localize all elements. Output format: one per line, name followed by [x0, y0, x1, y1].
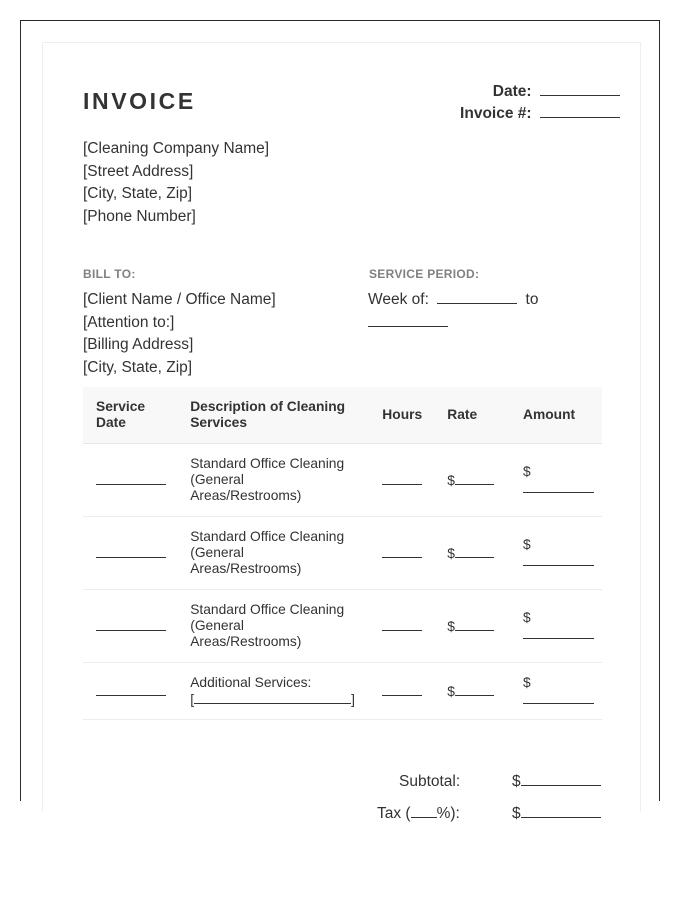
hours-blank[interactable]	[382, 545, 422, 558]
header-description-line2: Services	[190, 415, 247, 430]
rate-blank[interactable]	[455, 472, 494, 485]
tax-value	[512, 805, 601, 823]
tax-label-suffix: %):	[436, 805, 460, 822]
attention-to: [Attention to:]	[83, 313, 175, 331]
hours-cell	[369, 444, 438, 517]
tax-currency: $	[512, 805, 521, 822]
service-date-cell	[83, 590, 181, 663]
date-row	[460, 83, 620, 105]
company-name: [Cleaning Company Name]	[83, 140, 270, 157]
rate-blank[interactable]	[455, 618, 494, 631]
amount-cell	[508, 663, 602, 720]
week-end-blank[interactable]	[368, 326, 448, 327]
invoice-title: INVOICE	[83, 88, 196, 114]
amount-cell	[508, 444, 602, 517]
bill-to-heading: BILL TO:	[83, 267, 136, 281]
rate-cell	[438, 590, 508, 663]
tax-label-prefix: Tax (	[377, 805, 411, 822]
table-row	[83, 663, 602, 720]
description-line1: Standard Office Cleaning	[190, 456, 345, 471]
bracket-open: [	[190, 691, 195, 707]
description-cell	[181, 444, 369, 517]
description-line1: Standard Office Cleaning	[190, 529, 345, 544]
service-date-cell	[83, 517, 181, 590]
week-of-row	[368, 289, 538, 312]
service-date-blank[interactable]	[96, 472, 166, 485]
amount-currency: $	[523, 536, 531, 552]
company-city: [City, State, Zip]	[83, 185, 193, 202]
service-date-blank[interactable]	[96, 683, 166, 696]
tax-blank[interactable]	[521, 817, 601, 818]
header-hours: Hours	[369, 387, 438, 444]
hours-cell	[369, 663, 438, 720]
table-header-row	[83, 387, 602, 444]
amount-cell	[508, 517, 602, 590]
table-row	[83, 517, 602, 590]
hours-cell	[369, 517, 438, 590]
subtotal-label: Subtotal:	[399, 773, 461, 790]
additional-services-field	[190, 691, 361, 708]
description-line1: Standard Office Cleaning	[190, 602, 345, 617]
additional-services-blank[interactable]	[194, 691, 351, 704]
rate-currency: $	[447, 618, 455, 634]
rate-blank[interactable]	[455, 545, 494, 558]
table-row	[83, 444, 602, 517]
description-line3: Areas/Restrooms)	[190, 488, 302, 503]
date-blank[interactable]	[540, 95, 620, 96]
service-date-cell	[83, 663, 181, 720]
services-table	[83, 387, 602, 720]
rate-currency: $	[447, 683, 455, 699]
header-description	[181, 387, 369, 444]
service-date-blank[interactable]	[96, 618, 166, 631]
company-phone: [Phone Number]	[83, 207, 196, 225]
description-line2: (General	[190, 472, 244, 487]
description-cell	[181, 517, 369, 590]
amount-blank[interactable]	[523, 691, 594, 704]
rate-currency: $	[447, 545, 455, 561]
description-line3: Areas/Restrooms)	[190, 561, 302, 576]
hours-blank[interactable]	[382, 683, 422, 696]
rate-cell	[438, 663, 508, 720]
week-of-label: Week of:	[368, 291, 429, 308]
description-cell	[181, 663, 369, 720]
header-service-date	[83, 387, 181, 444]
to-label: to	[525, 291, 539, 308]
hours-blank[interactable]	[382, 618, 422, 631]
billing-address: [Billing Address]	[83, 336, 194, 353]
amount-blank[interactable]	[523, 553, 594, 566]
subtotal-blank[interactable]	[521, 785, 601, 786]
invoice-number-row	[460, 105, 620, 127]
billing-city: [City, State, Zip]	[83, 358, 193, 376]
additional-services-label: Additional Services:	[190, 674, 312, 690]
service-period-heading: SERVICE PERIOD:	[369, 267, 480, 281]
description-cell	[181, 590, 369, 663]
hours-blank[interactable]	[382, 472, 422, 485]
header-amount: Amount	[508, 387, 602, 444]
header-rate: Rate	[438, 387, 508, 444]
rate-cell	[438, 444, 508, 517]
amount-blank[interactable]	[523, 480, 594, 493]
hours-cell	[369, 590, 438, 663]
service-period-block	[368, 289, 538, 334]
date-label: Date:	[492, 83, 532, 100]
client-name: [Client Name / Office Name]	[83, 291, 276, 308]
company-street: [Street Address]	[83, 162, 194, 180]
amount-currency: $	[523, 609, 531, 625]
amount-blank[interactable]	[523, 626, 594, 639]
invoice-number-blank[interactable]	[540, 117, 620, 118]
service-date-blank[interactable]	[96, 545, 166, 558]
description-line2: (General	[190, 618, 244, 633]
week-start-blank[interactable]	[437, 303, 517, 304]
header-service-date-line2: Date	[96, 415, 126, 430]
week-end-row	[368, 312, 538, 335]
invoice-meta	[460, 83, 620, 127]
subtotal-value	[512, 773, 601, 791]
document-frame	[20, 20, 660, 822]
amount-currency: $	[523, 463, 531, 479]
description-line3: Areas/Restrooms)	[190, 634, 302, 649]
header-service-date-line1: Service	[96, 399, 146, 414]
rate-blank[interactable]	[455, 683, 494, 696]
invoice-page	[42, 42, 641, 822]
bill-to-block	[83, 289, 276, 379]
subtotal-currency: $	[512, 773, 521, 790]
company-info	[83, 138, 269, 228]
description-line2: (General	[190, 545, 244, 560]
tax-rate-blank[interactable]	[411, 817, 437, 818]
header-description-line1: Description of Cleaning	[190, 399, 346, 414]
invoice-number-label: Invoice #:	[460, 105, 532, 122]
bracket-close: ]	[351, 691, 355, 707]
rate-cell	[438, 517, 508, 590]
table-row	[83, 590, 602, 663]
amount-cell	[508, 590, 602, 663]
amount-currency: $	[523, 674, 531, 690]
tax-label	[377, 805, 460, 823]
service-date-cell	[83, 444, 181, 517]
rate-currency: $	[447, 472, 455, 488]
